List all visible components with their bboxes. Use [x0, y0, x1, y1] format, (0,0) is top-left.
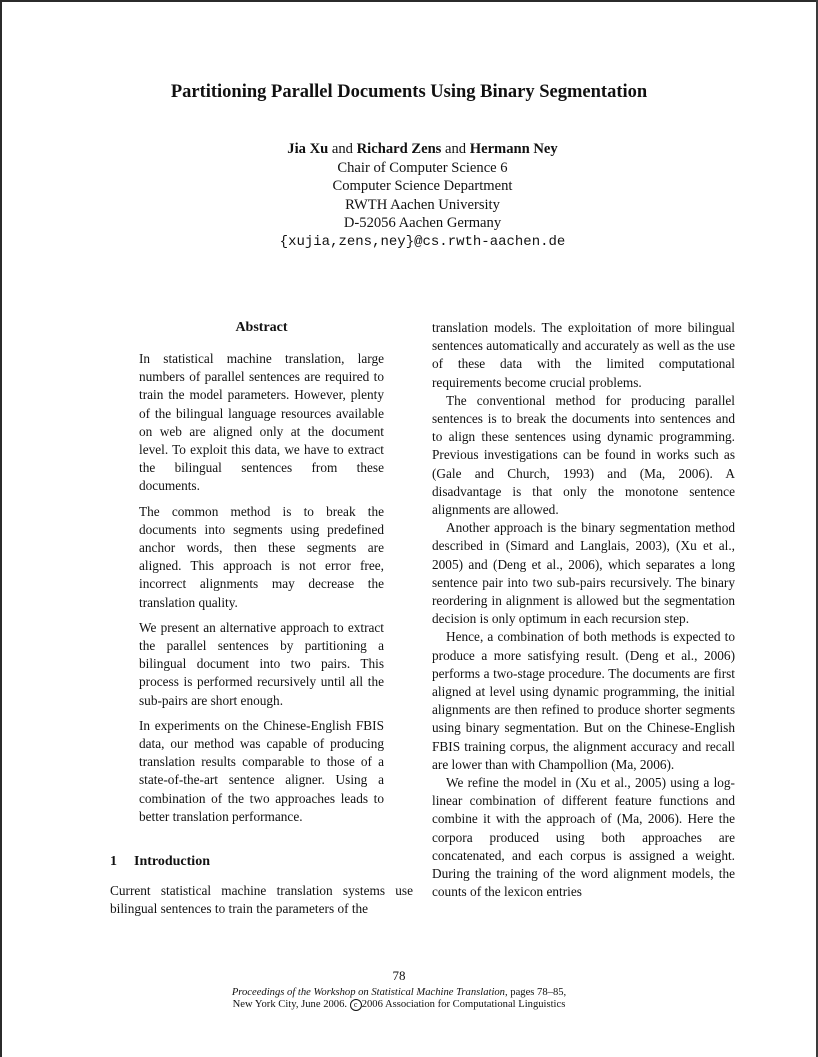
footer-line-2 [0, 999, 798, 1011]
page-number: 78 [392, 968, 406, 983]
footer-copyright: 2006 Association for Computational Linguistics [361, 999, 566, 1010]
section-number: 1 [110, 854, 117, 870]
author-names [0, 140, 818, 159]
footer-location-date: New York City, June 2006. [232, 999, 348, 1010]
body-paragraph: Hence, a combination of both methods is expected to produce a more satisfying result. (Deng et al., 2006) performs a two-stage procedure. The documents are first aligned at level using dynamic programming, the initial alignments are then refined to produce shorter segments using binary segmentation. But on the Chinese-English FBIS training corpus, the alignment accuracy and recall are lower than with Champollion (Ma, 2006). [432, 629, 735, 772]
proceedings-pages: , pages 78–85, [504, 987, 567, 998]
proceedings-title: Proceedings of the Workshop on Statistical Machine Translation [231, 987, 505, 998]
body-paragraph: translation models. The exploitation of more bilingual sentences automatically and accurately as well as the use of these data with the limited computational requirements become crucial problems. [432, 320, 735, 390]
author-conjunction: and [445, 141, 467, 157]
right-column [432, 319, 735, 902]
body-paragraph: We refine the model in (Xu et al., 2005) using a log-linear combination of different feature functions and combine it with the approach of (Ma, 2006). Here the corpora produced using both approaches are concatenated, and each corpus is assigned a weight. During the training of the word alignment models, the counts of the lexicon entries [432, 775, 735, 900]
abstract-paragraph: We present an alternative approach to extract the parallel sentences by partitioning a bilingual document into two pairs. This process is performed recursively until all the sub-pairs are short enough. [139, 619, 384, 708]
footer-line-1 [0, 987, 798, 999]
abstract-body [139, 350, 384, 826]
body-paragraph: Another approach is the binary segmentation method described in (Simard and Langlais, 2003), (Xu et al., 2005) and (Deng et al., 2006), which separates a long sentence pair into two sub-pairs recursively. The binary reordering in alignment is allowed but the segmentation decision is only optimum in each recursion step. [432, 520, 735, 627]
author-conjunction: and [331, 141, 353, 157]
viewer-top-border [0, 0, 818, 2]
footer-citation [0, 987, 798, 1011]
abstract-heading: Abstract [235, 320, 288, 335]
abstract-paragraph: The common method is to break the documents into segments using predefined anchor words, then these segments are aligned. This approach is not error free, incorrect alignments may decrease the translation quality. [139, 503, 384, 610]
author-name: Hermann Ney [469, 141, 558, 157]
section-title: Introduction [134, 854, 210, 870]
affiliation-line: D-52056 Aachen Germany [343, 215, 502, 232]
author-name: Richard Zens [356, 141, 442, 157]
author-email: {xujia,zens,ney}@cs.rwth-aachen.de [279, 233, 566, 250]
author-name: Jia Xu [287, 141, 329, 157]
section-heading-introduction [110, 853, 413, 871]
paper-title: Partitioning Parallel Documents Using Binary Segmentation [170, 82, 648, 102]
body-paragraph: The conventional method for producing parallel sentences is to break the documents into sentences and to align these sentences using dynamic programming. Previous investigations can be found in works such as (Gale and Church, 1993) and (Ma, 2006). A disadvantage is that only the monotone sentence alignments are allowed. [432, 392, 735, 518]
body-paragraph: Current statistical machine translation systems use bilingual sentences to train the parameters of the [110, 883, 413, 917]
abstract-paragraph: In statistical machine translation, large numbers of parallel sentences are required to train the model parameters. However, plenty of the bilingual language resources available on web are aligned only at the document level. To exploit this data, we have to extract the bilingual sentences from these documents. [139, 351, 384, 494]
affiliation-line: RWTH Aachen University [345, 196, 500, 213]
copyright-icon: c [350, 999, 362, 1011]
author-block [0, 140, 818, 252]
abstract-paragraph: In experiments on the Chinese-English FBIS data, our method was capable of producing translation results comparable to those of a state-of-the-art sentence aligner. Using a combination of the two approaches leads to better translation performance. [139, 717, 384, 824]
left-column [110, 319, 413, 918]
affiliation-line: Computer Science Department [332, 178, 513, 195]
affiliation-line: Chair of Computer Science 6 [337, 159, 508, 176]
